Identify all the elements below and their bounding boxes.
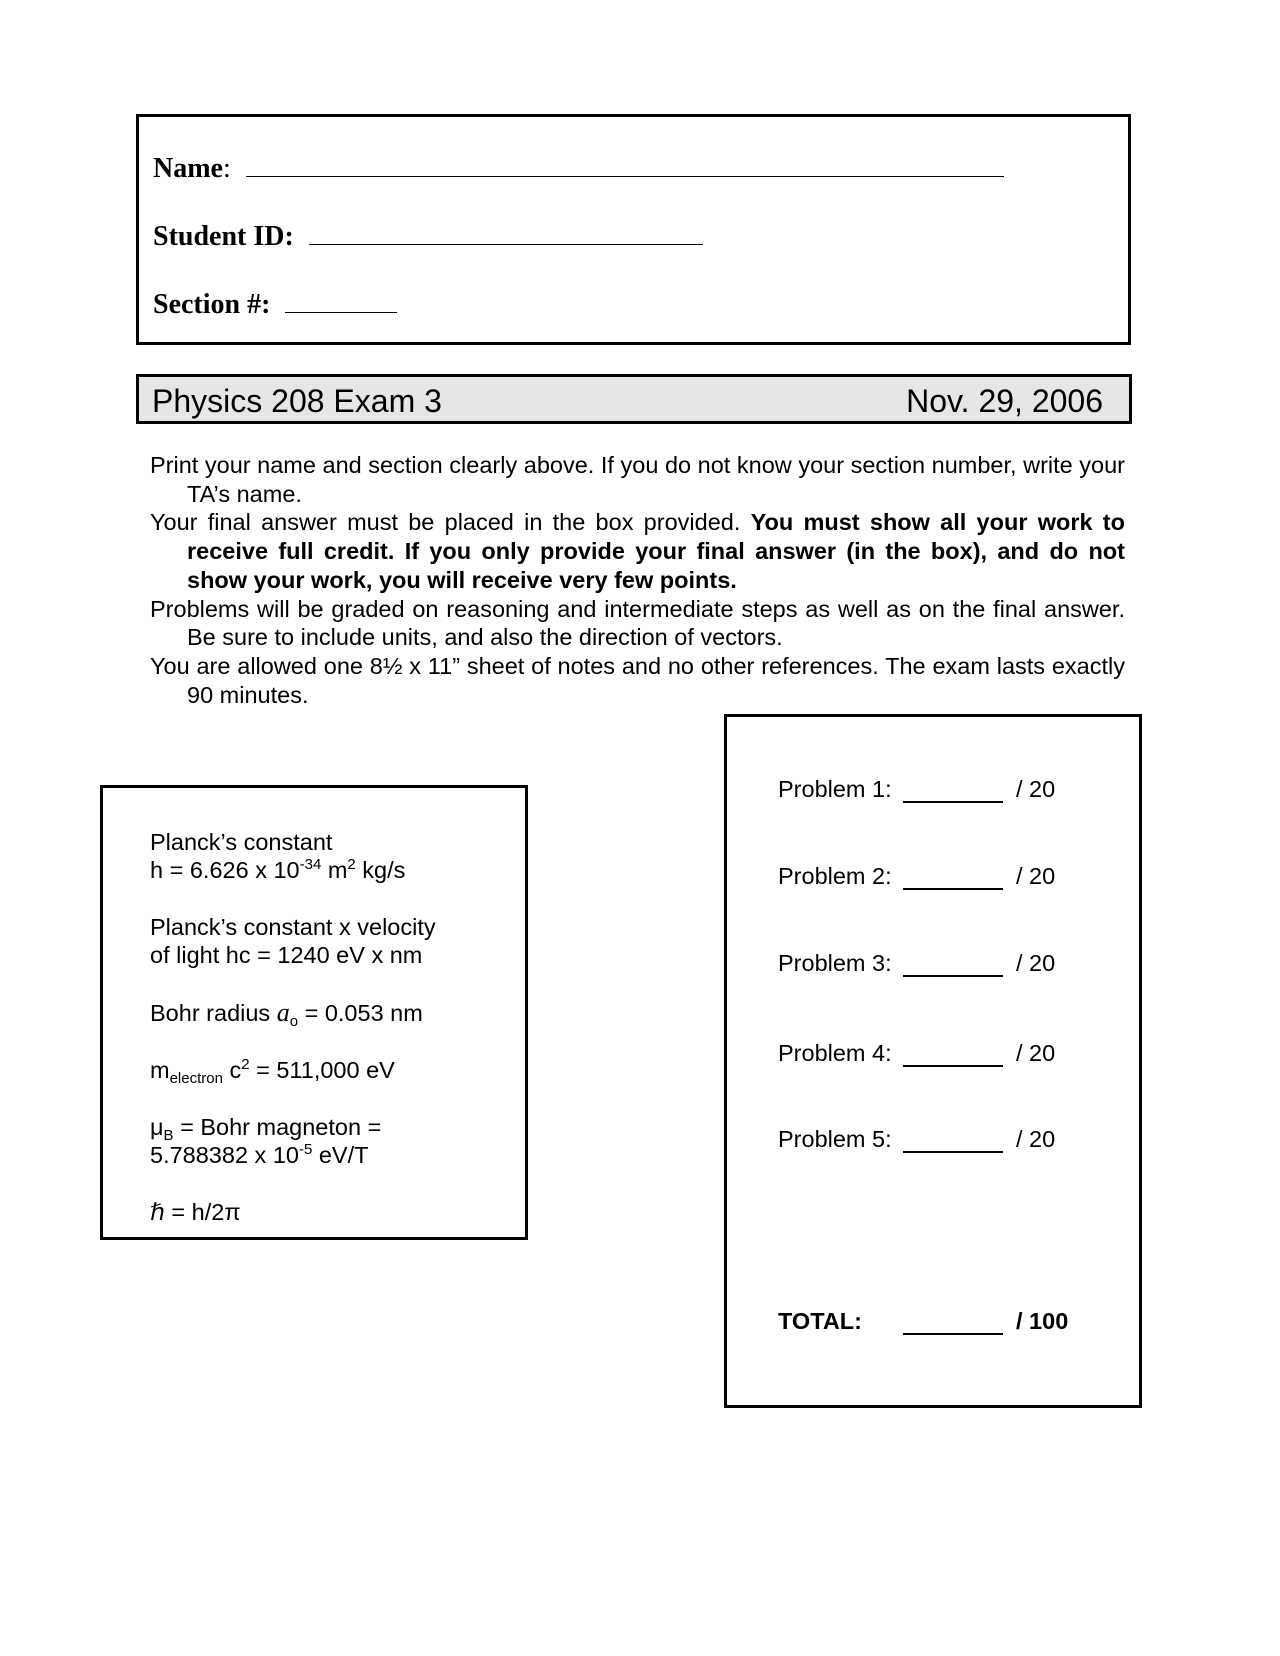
bohr-magneton-value xyxy=(150,1141,368,1169)
section-label: Section #: xyxy=(153,289,271,320)
bohr-symbol: a xyxy=(276,998,290,1027)
hbar: ℏ = h/2π xyxy=(150,1199,241,1225)
problem-2-blank[interactable] xyxy=(903,888,1003,890)
score-box xyxy=(724,714,1142,1408)
score-row-2 xyxy=(778,862,1118,890)
section-row xyxy=(153,286,397,321)
score-row-1 xyxy=(778,775,1118,803)
problem-4-label: Problem 4: xyxy=(778,1040,892,1066)
student-info-box xyxy=(136,114,1131,345)
exam-title-bar xyxy=(136,374,1132,424)
problem-1-blank[interactable] xyxy=(903,801,1003,803)
problem-2-label: Problem 2: xyxy=(778,863,892,889)
hc-line-1: Planck’s constant x velocity xyxy=(150,914,436,940)
problem-5-label: Problem 5: xyxy=(778,1126,892,1152)
student-id-field[interactable] xyxy=(309,218,703,245)
problem-1-label: Problem 1: xyxy=(778,776,892,802)
name-colon: : xyxy=(222,153,231,184)
hc-line-2: of light hc = 1240 eV x nm xyxy=(150,942,423,968)
score-row-total xyxy=(778,1307,1118,1335)
total-label: TOTAL: xyxy=(778,1308,862,1334)
problem-4-max: / 20 xyxy=(1016,1040,1056,1066)
me-symbol: m xyxy=(150,1057,170,1083)
planck-value xyxy=(150,856,405,884)
problem-3-max: / 20 xyxy=(1016,950,1056,976)
section-field[interactable] xyxy=(285,286,397,313)
electron-mass xyxy=(150,1056,395,1087)
me-value: = 511,000 eV xyxy=(249,1057,395,1083)
mub-value-unit: eV/T xyxy=(312,1142,369,1168)
total-blank[interactable] xyxy=(903,1333,1003,1335)
problem-2-max: / 20 xyxy=(1016,863,1056,889)
instructions xyxy=(150,451,1125,709)
bohr-magneton-label xyxy=(150,1113,382,1144)
me-c: c xyxy=(222,1057,242,1083)
problem-1-max: / 20 xyxy=(1016,776,1056,802)
planck-label: Planck’s constant xyxy=(150,829,333,855)
instruction-2 xyxy=(150,508,1125,594)
problem-5-max: / 20 xyxy=(1016,1126,1056,1152)
planck-unit-b: kg/s xyxy=(355,857,406,883)
instruction-3: Problems will be graded on reasoning and intermediate steps as well as on the final answer. Be sure to include units, and also the direction of vectors. xyxy=(150,595,1125,651)
name-field[interactable] xyxy=(246,150,1004,177)
planck-unit-exponent: 2 xyxy=(347,856,356,873)
mub-value-prefix: 5.788382 x 10 xyxy=(150,1142,299,1168)
mub-symbol: μ xyxy=(150,1114,164,1140)
planck-unit-a: m xyxy=(321,857,348,883)
bohr-prefix: Bohr radius xyxy=(150,1000,277,1026)
total-max: / 100 xyxy=(1016,1308,1069,1334)
planck-exponent: -34 xyxy=(299,856,322,873)
instruction-4: You are allowed one 8½ x 11” sheet of notes and no other references. The exam lasts exactly 90 minutes. xyxy=(150,652,1125,708)
instruction-2-text: Your final answer must be placed in the box provided. xyxy=(150,509,751,536)
name-row xyxy=(153,150,1004,185)
mub-value-exponent: -5 xyxy=(298,1141,313,1158)
constants-box xyxy=(100,785,528,1240)
problem-5-blank[interactable] xyxy=(903,1151,1003,1153)
problem-3-label: Problem 3: xyxy=(778,950,892,976)
score-row-3 xyxy=(778,949,1118,977)
score-row-5 xyxy=(778,1125,1118,1153)
bohr-radius xyxy=(150,998,423,1030)
bohr-subscript: o xyxy=(289,1013,299,1030)
exam-title: Physics 208 Exam 3 xyxy=(152,383,442,419)
score-row-4 xyxy=(778,1039,1118,1067)
problem-4-blank[interactable] xyxy=(903,1065,1003,1067)
student-id-label: Student ID: xyxy=(153,221,294,252)
problem-3-blank[interactable] xyxy=(903,975,1003,977)
me-subscript: electron xyxy=(169,1070,223,1087)
mub-subscript: B xyxy=(163,1127,174,1144)
exam-date: Nov. 29, 2006 xyxy=(906,383,1103,419)
planck-prefix: h = 6.626 x 10 xyxy=(150,857,300,883)
student-id-row xyxy=(153,218,703,253)
me-exponent: 2 xyxy=(241,1056,250,1073)
instruction-1: Print your name and section clearly above. If you do not know your section number, write your TA’s name. xyxy=(150,452,1125,507)
instruction-2-bold: You must show all your work to receive full credit. If you only provide your final answer (in the box), and do not show your work, you will receive very few points. xyxy=(187,509,1125,593)
bohr-value: = 0.053 nm xyxy=(298,1000,423,1026)
mub-rest: = Bohr magneton = xyxy=(173,1114,382,1140)
name-label: Name xyxy=(153,153,223,184)
